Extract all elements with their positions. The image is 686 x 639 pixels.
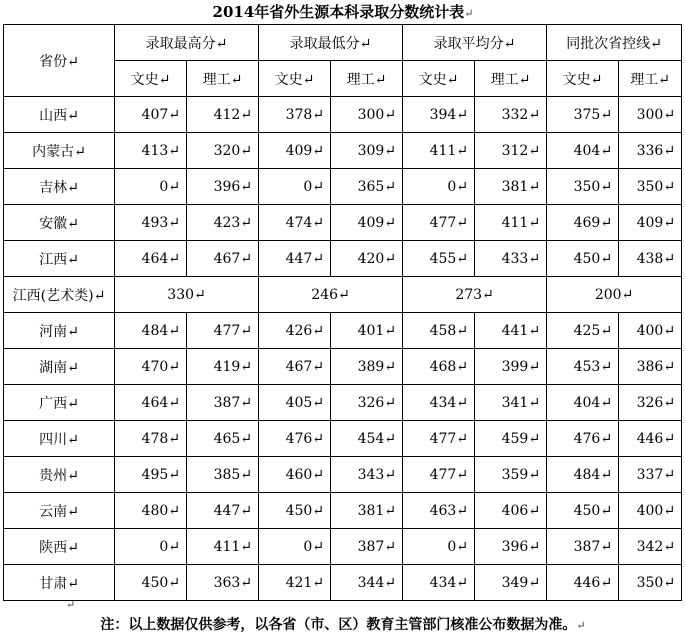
score-cell: 447↵ [259,241,331,277]
score-cell: 400↵ [619,313,682,349]
score-cell: 375↵ [547,97,619,133]
header-group: 录取最高分↵ [115,25,259,61]
score-cell: 419↵ [187,349,259,385]
table-row [4,241,682,277]
score-cell: 420↵ [331,241,403,277]
score-cell: 300↵ [619,97,682,133]
province-cell: 广西↵ [4,385,115,421]
header-subject: 理工↵ [187,61,259,97]
score-cell: 409↵ [619,205,682,241]
score-cell: 0↵ [403,169,475,205]
header-subject: 文史↵ [547,61,619,97]
score-cell: 467↵ [187,241,259,277]
score-cell: 467↵ [259,349,331,385]
score-cell: 387↵ [187,385,259,421]
province-cell: 湖南↵ [4,349,115,385]
header-subject: 文史↵ [115,61,187,97]
score-cell: 394↵ [403,97,475,133]
score-cell: 446↵ [619,421,682,457]
score-cell: 470↵ [115,349,187,385]
table-row [4,529,682,565]
score-cell: 459↵ [475,421,547,457]
score-cell: 381↵ [475,169,547,205]
score-cell: 409↵ [331,205,403,241]
province-cell: 吉林↵ [4,169,115,205]
score-cell: 320↵ [187,133,259,169]
table-title: 2014年省外生源本科录取分数统计表↵ [212,3,474,21]
province-cell: 贵州↵ [4,457,115,493]
score-cell: 326↵ [331,385,403,421]
score-cell: 484↵ [547,457,619,493]
score-cell: 326↵ [619,385,682,421]
table-row [4,565,682,601]
province-cell: 江西↵ [4,241,115,277]
score-cell: 476↵ [259,421,331,457]
score-cell: 425↵ [547,313,619,349]
header-group: 录取最低分↵ [259,25,403,61]
merged-score-cell: 273↵ [403,277,547,313]
table-row [4,169,682,205]
header-province: 省份↵ [4,25,115,97]
score-cell: 343↵ [331,457,403,493]
score-cell: 476↵ [547,421,619,457]
province-cell: 河南↵ [4,313,115,349]
score-cell: 433↵ [475,241,547,277]
score-cell: 411↵ [475,205,547,241]
score-cell: 468↵ [403,349,475,385]
header-group: 同批次省控线↵ [547,25,682,61]
score-cell: 385↵ [187,457,259,493]
score-cell: 411↵ [403,133,475,169]
province-cell: 甘肃↵ [4,565,115,601]
score-cell: 434↵ [403,385,475,421]
score-cell: 465↵ [187,421,259,457]
score-cell: 399↵ [475,349,547,385]
score-table [3,24,682,601]
score-cell: 0↵ [403,529,475,565]
score-cell: 309↵ [331,133,403,169]
score-cell: 478↵ [115,421,187,457]
score-cell: 0↵ [259,529,331,565]
score-cell: 450↵ [259,493,331,529]
table-row [4,205,682,241]
province-cell: 四川↵ [4,421,115,457]
table-row [4,493,682,529]
score-cell: 423↵ [187,205,259,241]
header-subject: 理工↵ [619,61,682,97]
table-row [4,133,682,169]
score-cell: 363↵ [187,565,259,601]
score-cell: 458↵ [403,313,475,349]
score-cell: 405↵ [259,385,331,421]
score-cell: 477↵ [403,457,475,493]
score-cell: 407↵ [115,97,187,133]
score-cell: 0↵ [259,169,331,205]
score-cell: 421↵ [259,565,331,601]
table-row [4,385,682,421]
score-cell: 401↵ [331,313,403,349]
score-cell: 359↵ [475,457,547,493]
score-cell: 404↵ [547,385,619,421]
score-cell: 337↵ [619,457,682,493]
score-cell: 404↵ [547,133,619,169]
score-cell: 477↵ [403,421,475,457]
score-cell: 365↵ [331,169,403,205]
score-cell: 378↵ [259,97,331,133]
merged-score-cell: 200↵ [547,277,682,313]
score-cell: 477↵ [187,313,259,349]
table-row [4,97,682,133]
score-cell: 411↵ [187,529,259,565]
score-cell: 344↵ [331,565,403,601]
score-cell: 312↵ [475,133,547,169]
score-cell: 453↵ [547,349,619,385]
score-cell: 350↵ [547,169,619,205]
score-cell: 450↵ [547,493,619,529]
merged-score-cell: 330↵ [115,277,259,313]
score-cell: 0↵ [115,529,187,565]
header-subject: 理工↵ [331,61,403,97]
table-row [4,313,682,349]
footnote: 注：以上数据仅供参考，以各省（市、区）教育主管部门核准公布数据为准。↵ [100,617,586,633]
score-cell: 447↵ [187,493,259,529]
province-cell: 江西(艺术类)↵ [4,277,115,313]
score-cell: 495↵ [115,457,187,493]
score-cell: 342↵ [619,529,682,565]
score-cell: 460↵ [259,457,331,493]
score-cell: 406↵ [475,493,547,529]
score-cell: 426↵ [259,313,331,349]
score-cell: 484↵ [115,313,187,349]
score-cell: 480↵ [115,493,187,529]
score-cell: 389↵ [331,349,403,385]
score-cell: 493↵ [115,205,187,241]
score-cell: 332↵ [475,97,547,133]
score-cell: 477↵ [403,205,475,241]
table-row [4,277,682,313]
province-cell: 云南↵ [4,493,115,529]
score-cell: 381↵ [331,493,403,529]
province-cell: 安徽↵ [4,205,115,241]
header-subject: 理工↵ [475,61,547,97]
score-cell: 0↵ [115,169,187,205]
score-cell: 350↵ [619,169,682,205]
score-cell: 441↵ [475,313,547,349]
score-cell: 464↵ [115,385,187,421]
score-cell: 341↵ [475,385,547,421]
score-cell: 469↵ [547,205,619,241]
score-cell: 396↵ [187,169,259,205]
header-group: 录取平均分↵ [403,25,547,61]
score-cell: 464↵ [115,241,187,277]
score-cell: 300↵ [331,97,403,133]
table-row [4,457,682,493]
province-cell: 山西↵ [4,97,115,133]
score-cell: 450↵ [547,241,619,277]
score-cell: 400↵ [619,493,682,529]
score-cell: 412↵ [187,97,259,133]
province-cell: 陕西↵ [4,529,115,565]
score-cell: 463↵ [403,493,475,529]
score-cell: 409↵ [259,133,331,169]
score-cell: 474↵ [259,205,331,241]
score-cell: 387↵ [331,529,403,565]
province-cell: 内蒙古↵ [4,133,115,169]
score-cell: 386↵ [619,349,682,385]
header-subject: 文史↵ [259,61,331,97]
score-cell: 413↵ [115,133,187,169]
header-subject: 文史↵ [403,61,475,97]
merged-score-cell: 246↵ [259,277,403,313]
score-cell: 387↵ [547,529,619,565]
score-cell: 434↵ [403,565,475,601]
score-cell: 446↵ [547,565,619,601]
table-row [4,421,682,457]
score-cell: 438↵ [619,241,682,277]
score-cell: 450↵ [115,565,187,601]
score-cell: 349↵ [475,565,547,601]
paragraph-mark: ↵ [66,598,76,611]
score-cell: 396↵ [475,529,547,565]
score-cell: 336↵ [619,133,682,169]
score-cell: 455↵ [403,241,475,277]
table-row [4,349,682,385]
score-cell: 454↵ [331,421,403,457]
score-cell: 350↵ [619,565,682,601]
